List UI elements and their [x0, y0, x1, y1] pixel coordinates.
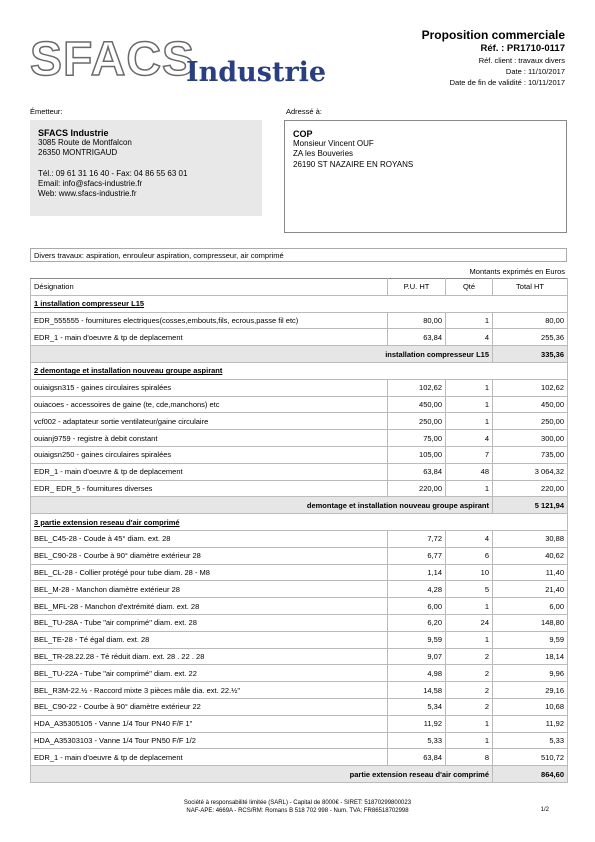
table-row [31, 396, 568, 413]
item-quantity: 1 [446, 732, 493, 749]
table-row [31, 648, 568, 665]
emitter-street: 3085 Route de Montfalcon [38, 138, 132, 148]
document-title: Proposition commerciale [421, 28, 565, 42]
item-total: 6,00 [493, 598, 568, 615]
item-unit-price: 7,72 [388, 530, 446, 547]
table-row [31, 614, 568, 631]
item-unit-price: 6,00 [388, 598, 446, 615]
item-designation: BEL_M-28 - Manchon diamètre extérieur 28 [31, 581, 388, 598]
emitter-label: Émetteur: [30, 107, 63, 116]
table-header-row [31, 279, 568, 296]
item-unit-price: 14,58 [388, 682, 446, 699]
item-unit-price: 4,28 [388, 581, 446, 598]
item-total: 80,00 [493, 312, 568, 329]
table-row [31, 698, 568, 715]
item-unit-price: 105,00 [388, 446, 446, 463]
subject-line: Divers travaux: aspiration, enrouleur aspiration, compresseur, air comprimé [30, 248, 567, 262]
document-date: Date : 11/10/2017 [505, 67, 565, 76]
item-quantity: 4 [446, 329, 493, 346]
logo-industrie-text: Industrie [186, 57, 327, 88]
item-quantity: 2 [446, 665, 493, 682]
item-total: 300,00 [493, 430, 568, 447]
item-designation: ouiaigsn315 - gaines circulaires spiralées [31, 379, 388, 396]
item-designation: BEL_C90-28 - Courbe à 90° diamètre extérieur 28 [31, 547, 388, 564]
table-row [31, 379, 568, 396]
item-designation: ouianj9759 - registre à debit constant [31, 430, 388, 447]
item-unit-price: 63,84 [388, 749, 446, 766]
item-total: 9,59 [493, 631, 568, 648]
client-reference: Réf. client : travaux divers [478, 56, 565, 65]
item-quantity: 1 [446, 396, 493, 413]
subtotal-amount: 335,36 [493, 346, 568, 363]
item-quantity: 5 [446, 581, 493, 598]
subtotal-amount: 864,60 [493, 766, 568, 783]
item-quantity: 7 [446, 446, 493, 463]
item-designation: HDA_A35303103 - Vanne 1/4 Tour PN50 F/F 1/2 [31, 732, 388, 749]
col-total-header: Total HT [493, 279, 568, 296]
item-total: 18,14 [493, 648, 568, 665]
item-designation: BEL_CL-28 - Collier protégé pour tube diam. 28 - M8 [31, 564, 388, 581]
table-row [31, 715, 568, 732]
item-unit-price: 220,00 [388, 480, 446, 497]
item-total: 40,62 [493, 547, 568, 564]
item-designation: BEL_C45-28 - Coude à 45° diam. ext. 28 [31, 530, 388, 547]
item-total: 11,40 [493, 564, 568, 581]
item-quantity: 8 [446, 749, 493, 766]
item-quantity: 2 [446, 682, 493, 699]
section-row [31, 362, 568, 379]
item-quantity: 1 [446, 715, 493, 732]
emitter-website[interactable]: Web: www.sfacs-industrie.fr [38, 189, 137, 199]
item-designation: BEL_TU-28A - Tube "air comprimé" diam. ext. 28 [31, 614, 388, 631]
table-row [31, 631, 568, 648]
table-row [31, 480, 568, 497]
item-unit-price: 11,92 [388, 715, 446, 732]
item-designation: HDA_A35305105 - Vanne 1/4 Tour PN40 F/F 1" [31, 715, 388, 732]
table-row [31, 732, 568, 749]
item-quantity: 10 [446, 564, 493, 581]
item-designation: BEL_C90-22 - Courbe à 90° diamètre extérieur 22 [31, 698, 388, 715]
item-designation: EDR_555555 - fournitures electriques(cosses,embouts,fils, ecrous,passe fil etc) [31, 312, 388, 329]
item-designation: EDR_ EDR_5 - fournitures diverses [31, 480, 388, 497]
section-title: 2 demontage et installation nouveau groupe aspirant [31, 362, 568, 379]
item-quantity: 48 [446, 463, 493, 480]
item-total: 21,40 [493, 581, 568, 598]
item-designation: ouiacoes - accessoires de gaine (te, cde,manchons) etc [31, 396, 388, 413]
item-total: 5,33 [493, 732, 568, 749]
item-total: 255,36 [493, 329, 568, 346]
item-unit-price: 250,00 [388, 413, 446, 430]
item-quantity: 6 [446, 547, 493, 564]
item-designation: BEL_TR-28.22.28 - Té réduit diam. ext. 28 . 22 . 28 [31, 648, 388, 665]
item-total: 30,88 [493, 530, 568, 547]
item-designation: BEL_TU-22A - Tube "air comprimé" diam. ext. 22 [31, 665, 388, 682]
table-row [31, 430, 568, 447]
items-table [30, 278, 568, 783]
item-unit-price: 450,00 [388, 396, 446, 413]
document-header [422, 28, 565, 87]
item-designation: ouiaigsn250 - gaines circulaires spiralées [31, 446, 388, 463]
item-total: 11,92 [493, 715, 568, 732]
item-total: 735,00 [493, 446, 568, 463]
col-designation-header: Désignation [31, 279, 388, 296]
table-row [31, 665, 568, 682]
table-row [31, 446, 568, 463]
recipient-name: COP [293, 129, 313, 139]
section-title: 3 partie extension reseau d'air comprimé [31, 514, 568, 531]
item-total: 10,68 [493, 698, 568, 715]
item-unit-price: 9,59 [388, 631, 446, 648]
item-total: 510,72 [493, 749, 568, 766]
item-unit-price: 6,20 [388, 614, 446, 631]
item-total: 9,96 [493, 665, 568, 682]
table-row [31, 413, 568, 430]
currency-note: Montants exprimés en Euros [469, 267, 565, 276]
item-quantity: 24 [446, 614, 493, 631]
item-quantity: 2 [446, 648, 493, 665]
subtotal-label: installation compresseur L15 [31, 346, 493, 363]
item-unit-price: 75,00 [388, 430, 446, 447]
item-total: 3 064,32 [493, 463, 568, 480]
item-total: 29,16 [493, 682, 568, 699]
subtotal-label: partie extension reseau d'air comprimé [31, 766, 493, 783]
item-total: 148,80 [493, 614, 568, 631]
recipient-contact: Monsieur Vincent OUF [293, 139, 374, 149]
col-unit-price-header: P.U. HT [388, 279, 446, 296]
item-designation: EDR_1 - main d'oeuvre & tp de deplacement [31, 749, 388, 766]
table-row [31, 463, 568, 480]
page-number: 1/2 [540, 807, 549, 813]
item-quantity: 1 [446, 631, 493, 648]
emitter-email[interactable]: Email: info@sfacs-industrie.fr [38, 178, 143, 188]
table-row [31, 564, 568, 581]
item-unit-price: 9,07 [388, 648, 446, 665]
section-row [31, 514, 568, 531]
section-title: 1 installation compresseur L15 [31, 295, 568, 312]
table-row [31, 312, 568, 329]
subtotal-row [31, 497, 568, 514]
item-unit-price: 5,33 [388, 732, 446, 749]
recipient-street: ZA les Bouveries [293, 149, 354, 159]
item-total: 102,62 [493, 379, 568, 396]
item-designation: BEL_MFL-28 - Manchon d'extrémité diam. ext. 28 [31, 598, 388, 615]
emitter-city: 26350 MONTRIGAUD [38, 148, 118, 158]
items-body [31, 295, 568, 782]
item-quantity: 4 [446, 430, 493, 447]
item-total: 250,00 [493, 413, 568, 430]
table-row [31, 682, 568, 699]
col-quantity-header: Qté [446, 279, 493, 296]
item-quantity: 1 [446, 379, 493, 396]
document-reference: Réf. : PR1710-0117 [480, 43, 565, 54]
item-total: 220,00 [493, 480, 568, 497]
table-row [31, 749, 568, 766]
table-row [31, 329, 568, 346]
item-unit-price: 63,84 [388, 329, 446, 346]
subtotal-row [31, 346, 568, 363]
recipient-label: Adressé à: [286, 107, 322, 116]
validity-date: Date de fin de validité : 10/11/2017 [449, 78, 565, 87]
item-total: 450,00 [493, 396, 568, 413]
item-quantity: 2 [446, 698, 493, 715]
subtotal-row [31, 766, 568, 783]
item-designation: BEL_R3M-22.½ - Raccord mixte 3 pièces mâle dia. ext. 22.½" [31, 682, 388, 699]
item-designation: BEL_TE-28 - Té égal diam. ext. 28 [31, 631, 388, 648]
company-logo [30, 30, 327, 90]
subtotal-amount: 5 121,94 [493, 497, 568, 514]
item-unit-price: 80,00 [388, 312, 446, 329]
logo-sfacs-text: SFACS [30, 33, 196, 86]
emitter-phone: Tél.: 09 61 31 16 40 - Fax: 04 86 55 63 01 [38, 168, 188, 178]
subtotal-label: demontage et installation nouveau groupe aspirant [31, 497, 493, 514]
section-row [31, 295, 568, 312]
table-row [31, 581, 568, 598]
footer-line-2: NAF-APE: 4669A - RCS/RM: Romans B 518 702 998 - Num. TVA: FR86518702998 [186, 808, 409, 814]
emitter-name: SFACS Industrie [38, 128, 109, 138]
item-unit-price: 1,14 [388, 564, 446, 581]
item-designation: vcf002 - adaptateur sortie ventilateur/gaine circulaire [31, 413, 388, 430]
table-row [31, 547, 568, 564]
item-quantity: 1 [446, 598, 493, 615]
legal-footer [0, 799, 595, 815]
emitter-box [30, 120, 262, 216]
item-designation: EDR_1 - main d'oeuvre & tp de deplacement [31, 463, 388, 480]
item-quantity: 1 [446, 413, 493, 430]
item-quantity: 1 [446, 480, 493, 497]
item-designation: EDR_1 - main d'oeuvre & tp de deplacement [31, 329, 388, 346]
item-quantity: 1 [446, 312, 493, 329]
item-unit-price: 5,34 [388, 698, 446, 715]
recipient-box [284, 120, 567, 233]
table-row [31, 598, 568, 615]
footer-line-1: Société à responsabilité limitée (SARL) - Capital de 8000€ - SIRET: 51870299800023 [183, 800, 412, 806]
item-quantity: 4 [446, 530, 493, 547]
table-row [31, 530, 568, 547]
recipient-city: 26190 ST NAZAIRE EN ROYANS [293, 159, 414, 169]
item-unit-price: 6,77 [388, 547, 446, 564]
item-unit-price: 4,98 [388, 665, 446, 682]
item-unit-price: 63,84 [388, 463, 446, 480]
item-unit-price: 102,62 [388, 379, 446, 396]
